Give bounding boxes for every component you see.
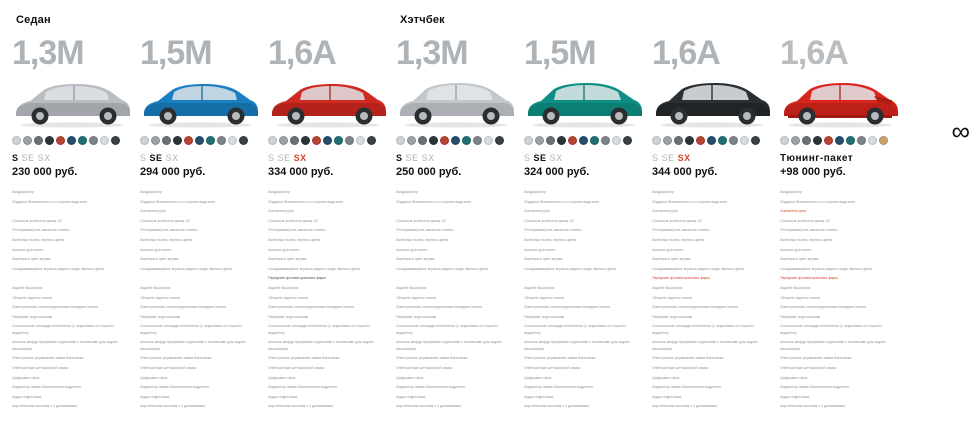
feature-item: Подушка безопасности со стороны водителя: [12, 199, 87, 204]
grade-s[interactable]: S: [140, 153, 147, 163]
color-swatch[interactable]: [557, 136, 566, 145]
color-swatch[interactable]: [407, 136, 416, 145]
feature-item: Стальные колёсные диски 14": [268, 218, 319, 223]
feature-item: Цифровые часы: [780, 375, 808, 380]
feature-item: Цифровые часы: [140, 375, 168, 380]
feature-item: Аудио подготовка: [652, 394, 682, 399]
price-label: 230 000 руб.: [12, 166, 78, 178]
feature-item: Стальные колёсные диски 14": [524, 218, 575, 223]
car-image: [10, 74, 134, 128]
feature-item: Аудио подготовка: [524, 394, 554, 399]
feature-item: Стальные колёсные диски 14": [140, 218, 191, 223]
feature-item: Подушка безопасности со стороны водителя: [140, 199, 215, 204]
feature-item: Аудио подготовка: [268, 394, 298, 399]
feature-item: Усилитель руля: [780, 209, 807, 214]
color-swatch[interactable]: [162, 136, 171, 145]
color-swatch[interactable]: [590, 136, 599, 145]
feature-item: Складывающиеся зеркала заднего вида чёрного цвета: [396, 266, 489, 271]
feature-item: Стальные колёсные диски 14": [780, 218, 831, 223]
color-swatch[interactable]: [623, 136, 632, 145]
grade-row: [652, 153, 774, 164]
feature-list: [140, 189, 258, 410]
feature-item: Обогрев заднего стекла: [140, 295, 181, 300]
section-title-hatchback: Хэтчбек: [400, 14, 445, 26]
feature-item: Колпаки для колес: [524, 247, 556, 252]
feature-item: Консоль между передними сиденьями с печатными для задних пассажиров: [12, 340, 118, 351]
feature-item: Передние противотуманные фары: [780, 276, 838, 281]
color-swatch[interactable]: [568, 136, 577, 145]
color-swatch[interactable]: [56, 136, 65, 145]
feature-item: Бамперы в цвет кузова: [780, 257, 819, 262]
color-swatch[interactable]: [217, 136, 226, 145]
feature-item: Электронный центральный замок: [268, 365, 325, 370]
color-swatches[interactable]: [396, 136, 518, 147]
color-swatch[interactable]: [524, 136, 533, 145]
feature-item: Бамперы в цвет кузова: [652, 257, 691, 262]
feature-item: Индикатор замка безопасности водителя: [652, 385, 721, 390]
feature-item: Задний брызговик: [268, 285, 299, 290]
feature-item: Консоль между передними сиденьями с печатными для задних пассажиров: [780, 340, 886, 351]
color-swatch[interactable]: [824, 136, 833, 145]
trim-engine-label: 1,6A: [652, 34, 720, 72]
feature-item: Колёсные болты чёрного цвета: [780, 237, 833, 242]
feature-item: Подушка безопасности со стороны водителя: [396, 199, 471, 204]
feature-item: Колпаки для колес: [652, 247, 684, 252]
color-swatch[interactable]: [268, 136, 277, 145]
trim-column-sedan-16a[interactable]: [266, 36, 394, 413]
feature-item: Электронная управления замка багажника: [780, 356, 852, 361]
color-swatch[interactable]: [396, 136, 405, 145]
color-swatch[interactable]: [418, 136, 427, 145]
color-swatch[interactable]: [535, 136, 544, 145]
feature-item: Стальные колёсные диски 14": [652, 218, 703, 223]
feature-item: Соотношение площади остекления (с зеркалами со стороны водителя): [268, 324, 370, 335]
feature-item: Соотношение площади остекления (с зеркалами со стороны водителя): [396, 324, 498, 335]
grade-row: [396, 153, 518, 164]
price-label: +98 000 руб.: [780, 166, 846, 178]
feature-item: Бамперы в цвет кузова: [140, 257, 179, 262]
feature-item: Акустическая система с 4 динамиками: [524, 404, 589, 409]
feature-item: Обогрев заднего стекла: [780, 295, 821, 300]
feature-item: Бамперы в цвет кузова: [396, 257, 435, 262]
feature-item: Обогрев заднего стекла: [524, 295, 565, 300]
grade-s[interactable]: S: [524, 153, 531, 163]
color-swatch[interactable]: [228, 136, 237, 145]
feature-item: Усилитель руля: [268, 209, 295, 214]
trim-column-hatch-13m[interactable]: [394, 36, 522, 413]
feature-item: Соотношение площади остекления (с зеркалами со стороны водителя): [780, 324, 882, 335]
feature-item: Цифровые часы: [524, 375, 552, 380]
color-swatch[interactable]: [685, 136, 694, 145]
feature-item: Полноразмерное запасное колесо: [268, 228, 326, 233]
color-swatch[interactable]: [100, 136, 109, 145]
feature-item: Полноразмерное запасное колесо: [396, 228, 454, 233]
color-swatch[interactable]: [546, 136, 555, 145]
grade-row: [268, 153, 390, 164]
grade-sx[interactable]: SX: [293, 153, 307, 163]
feature-item: Бамперы в цвет кузова: [524, 257, 563, 262]
feature-list: [396, 189, 514, 410]
feature-item: Задний брызговик: [140, 285, 171, 290]
color-swatch[interactable]: [868, 136, 877, 145]
color-swatch[interactable]: [857, 136, 866, 145]
color-swatch[interactable]: [729, 136, 738, 145]
color-swatch[interactable]: [290, 136, 299, 145]
color-swatch[interactable]: [34, 136, 43, 145]
car-image: [138, 74, 262, 128]
car-illustration: [522, 74, 646, 128]
feature-item: Колёсные болты чёрного цвета: [652, 237, 705, 242]
feature-item: Колёсные болты чёрного цвета: [268, 237, 321, 242]
color-swatch[interactable]: [495, 136, 504, 145]
feature-item: Цифровые часы: [268, 375, 296, 380]
color-swatch[interactable]: [356, 136, 365, 145]
feature-item: Электрическая стеклоподъемники передних стекол: [396, 305, 483, 310]
feature-item: Акустическая система с 4 динамиками: [652, 404, 717, 409]
trim-engine-label: 1,6A: [268, 34, 336, 72]
grade-row: [140, 153, 262, 164]
grade-s[interactable]: S: [268, 153, 275, 163]
color-swatch[interactable]: [780, 136, 789, 145]
feature-list: [12, 189, 130, 410]
feature-item: Складывающиеся зеркала заднего вида чёрного цвета: [652, 266, 745, 271]
color-swatch[interactable]: [111, 136, 120, 145]
feature-item: Аудио подготовка: [12, 394, 42, 399]
grade-s[interactable]: S: [12, 153, 19, 163]
feature-item: Консоль между передними сиденьями с печатными для задних пассажиров: [396, 340, 502, 351]
feature-item: Стальные колёсные диски 14": [12, 218, 63, 223]
feature-item: Электронная управления замка багажника: [524, 356, 596, 361]
feature-item: Электрическая стеклоподъемники передних стекол: [140, 305, 227, 310]
feature-item: Складывающиеся зеркала заднего вида чёрного цвета: [268, 266, 361, 271]
trim-engine-label: 1,5M: [140, 34, 212, 72]
color-swatches[interactable]: [268, 136, 390, 147]
color-swatch[interactable]: [473, 136, 482, 145]
grade-s[interactable]: S: [396, 153, 403, 163]
color-swatch[interactable]: [323, 136, 332, 145]
color-swatches[interactable]: [140, 136, 262, 147]
feature-item: Передние подголовники: [268, 314, 309, 319]
feature-item: Передние подголовники: [12, 314, 53, 319]
feature-item: Электронный центральный замок: [12, 365, 69, 370]
color-swatch[interactable]: [184, 136, 193, 145]
color-swatch[interactable]: [195, 136, 204, 145]
feature-item: Складывающиеся зеркала заднего вида чёрного цвета: [140, 266, 233, 271]
feature-item: Усилитель руля: [140, 209, 167, 214]
grade-sx[interactable]: SX: [549, 153, 563, 163]
color-swatch[interactable]: [484, 136, 493, 145]
grade-se[interactable]: SE: [533, 153, 547, 163]
feature-item: Цифровые часы: [396, 375, 424, 380]
color-swatch[interactable]: [579, 136, 588, 145]
feature-item: Электрическая стеклоподъемники передних стекол: [12, 305, 99, 310]
car-illustration: [266, 74, 390, 128]
color-swatches[interactable]: [12, 136, 134, 147]
price-label: 250 000 руб.: [396, 166, 462, 178]
feature-item: Кондиционер: [268, 190, 291, 194]
feature-item: Электронный центральный замок: [140, 365, 197, 370]
trim-engine-label: 1,3M: [396, 34, 468, 72]
trim-column-hatch-15m[interactable]: [522, 36, 650, 413]
color-swatch[interactable]: [206, 136, 215, 145]
grade-sx[interactable]: SX: [37, 153, 51, 163]
grade-sx[interactable]: SX: [165, 153, 179, 163]
car-image: [522, 74, 646, 128]
feature-item: Соотношение площади остекления (с зеркалами со стороны водителя): [12, 324, 114, 335]
feature-item: Акустическая система с 4 динамиками: [780, 404, 845, 409]
feature-item: Консоль между передними сиденьями с печатными для задних пассажиров: [652, 340, 758, 351]
feature-item: Колпаки для колес: [268, 247, 300, 252]
feature-item: Электронная управления замка багажника: [268, 356, 340, 361]
feature-item: Электронный центральный замок: [396, 365, 453, 370]
feature-item: Цифровые часы: [12, 375, 40, 380]
color-swatch[interactable]: [345, 136, 354, 145]
feature-item: Полноразмерное запасное колесо: [140, 228, 198, 233]
feature-item: Кондиционер: [780, 190, 803, 194]
feature-item: Полноразмерное запасное колесо: [780, 228, 838, 233]
color-swatch[interactable]: [751, 136, 760, 145]
feature-item: Индикатор замка безопасности водителя: [12, 385, 81, 390]
feature-item: Колёсные болты чёрного цвета: [140, 237, 193, 242]
trim-engine-label: 1,3M: [12, 34, 84, 72]
feature-item: Акустическая система с 4 динамиками: [12, 404, 77, 409]
feature-item: Акустическая система с 4 динамиками: [140, 404, 205, 409]
trim-column-sedan-13m[interactable]: [10, 36, 138, 413]
color-swatch[interactable]: [740, 136, 749, 145]
feature-item: Обогрев заднего стекла: [268, 295, 309, 300]
grade-se[interactable]: SE: [277, 153, 291, 163]
feature-item: Консоль между передними сиденьями с печатными для задних пассажиров: [268, 340, 374, 351]
price-label: 334 000 руб.: [268, 166, 334, 178]
feature-item: Соотношение площади остекления (с зеркалами со стороны водителя): [524, 324, 626, 335]
feature-item: Обогрев заднего стекла: [12, 295, 53, 300]
car-illustration: [10, 74, 134, 128]
feature-item: Консоль между передними сиденьями с печатными для задних пассажиров: [524, 340, 630, 351]
trim-engine-label: 1,5M: [524, 34, 596, 72]
feature-item: Колпаки для колес: [396, 247, 428, 252]
grade-se[interactable]: SE: [661, 153, 675, 163]
grade-row: [12, 153, 134, 164]
feature-list: [268, 189, 386, 410]
feature-item: Кондиционер: [140, 190, 163, 194]
feature-item: Подушка безопасности со стороны водителя: [652, 199, 727, 204]
price-label: 344 000 руб.: [652, 166, 718, 178]
feature-item: Электронная управления замка багажника: [396, 356, 468, 361]
trim-engine-label: 1,6A: [780, 34, 848, 72]
feature-item: Колёсные болты чёрного цвета: [396, 237, 449, 242]
color-swatch[interactable]: [367, 136, 376, 145]
color-swatch[interactable]: [802, 136, 811, 145]
color-swatch[interactable]: [707, 136, 716, 145]
feature-item: Электронный центральный замок: [652, 365, 709, 370]
feature-item: Индикатор замка безопасности водителя: [268, 385, 337, 390]
feature-item: Усилитель руля: [524, 209, 551, 214]
car-illustration: [778, 74, 902, 128]
car-image: [778, 74, 902, 128]
feature-list: [524, 189, 642, 410]
feature-item: Акустическая система с 4 динамиками: [268, 404, 333, 409]
feature-item: Задний брызговик: [652, 285, 683, 290]
car-illustration: [138, 74, 262, 128]
feature-item: Соотношение площади остекления (с зеркалами со стороны водителя): [652, 324, 754, 335]
feature-item: Электрическая стеклоподъемники передних стекол: [268, 305, 355, 310]
color-swatch[interactable]: [173, 136, 182, 145]
feature-item: Цифровые часы: [652, 375, 680, 380]
color-swatch[interactable]: [601, 136, 610, 145]
feature-item: Передние подголовники: [652, 314, 693, 319]
feature-list: [652, 189, 770, 410]
feature-item: Бамперы в цвет кузова: [12, 257, 51, 262]
color-swatch[interactable]: [239, 136, 248, 145]
color-swatch[interactable]: [612, 136, 621, 145]
feature-item: Передние противотуманные фары: [268, 276, 326, 281]
feature-item: Электронная управления замка багажника: [652, 356, 724, 361]
feature-item: Кондиционер: [396, 190, 419, 194]
color-swatch[interactable]: [89, 136, 98, 145]
feature-item: Электрическая стеклоподъемники передних стекол: [780, 305, 867, 310]
color-swatch[interactable]: [151, 136, 160, 145]
feature-item: Колпаки для колес: [12, 247, 44, 252]
car-image: [650, 74, 774, 128]
color-swatch[interactable]: [23, 136, 32, 145]
trim-columns: [10, 36, 970, 422]
color-swatch[interactable]: [451, 136, 460, 145]
color-swatch[interactable]: [879, 136, 888, 145]
feature-item: Консоль между передними сиденьями с печатными для задних пассажиров: [140, 340, 246, 351]
color-swatch[interactable]: [312, 136, 321, 145]
trim-column-sedan-15m[interactable]: [138, 36, 266, 413]
car-illustration: [650, 74, 774, 128]
feature-item: Индикатор замка безопасности водителя: [780, 385, 849, 390]
trim-column-tuning[interactable]: [778, 36, 906, 413]
feature-item: Колёсные болты чёрного цвета: [12, 237, 65, 242]
color-swatch[interactable]: [429, 136, 438, 145]
trim-column-hatch-16a[interactable]: [650, 36, 778, 413]
feature-item: Полноразмерное запасное колесо: [652, 228, 710, 233]
color-swatch[interactable]: [835, 136, 844, 145]
feature-item: Обогрев заднего стекла: [396, 295, 437, 300]
feature-item: Передние противотуманные фары: [652, 276, 710, 281]
color-swatch[interactable]: [140, 136, 149, 145]
feature-item: Соотношение площади остекления (с зеркалами со стороны водителя): [140, 324, 242, 335]
color-swatch[interactable]: [663, 136, 672, 145]
feature-item: Кондиционер: [524, 190, 547, 194]
feature-item: Передние подголовники: [524, 314, 565, 319]
feature-item: Задний брызговик: [780, 285, 811, 290]
color-swatch[interactable]: [279, 136, 288, 145]
color-swatch[interactable]: [67, 136, 76, 145]
color-swatch[interactable]: [301, 136, 310, 145]
color-swatch[interactable]: [652, 136, 661, 145]
feature-item: Стальные колёсные диски 14": [396, 218, 447, 223]
feature-item: Электронный центральный замок: [524, 365, 581, 370]
color-swatch[interactable]: [440, 136, 449, 145]
color-swatch[interactable]: [813, 136, 822, 145]
package-label: Тюнинг-пакет: [780, 153, 854, 164]
feature-item: Индикатор замка безопасности водителя: [140, 385, 209, 390]
color-swatches[interactable]: [524, 136, 646, 147]
feature-item: Складывающиеся зеркала заднего вида чёрного цвета: [524, 266, 617, 271]
color-swatches[interactable]: [780, 136, 902, 147]
feature-item: Задний брызговик: [524, 285, 555, 290]
feature-item: Колпаки для колес: [140, 247, 172, 252]
feature-item: Складывающиеся зеркала заднего вида чёрного цвета: [780, 266, 873, 271]
car-image: [266, 74, 390, 128]
grade-se[interactable]: SE: [149, 153, 163, 163]
color-swatch[interactable]: [696, 136, 705, 145]
feature-item: Передние подголовники: [140, 314, 181, 319]
grade-se[interactable]: SE: [405, 153, 419, 163]
feature-item: Полноразмерное запасное колесо: [12, 228, 70, 233]
color-swatch[interactable]: [334, 136, 343, 145]
feature-list: [780, 189, 898, 410]
feature-item: Электронная управления замка багажника: [12, 356, 84, 361]
feature-item: Электронный центральный замок: [780, 365, 837, 370]
feature-item: Усилитель руля: [652, 209, 679, 214]
feature-item: Передние подголовники: [780, 314, 821, 319]
car-illustration: [394, 74, 518, 128]
feature-item: Складывающиеся зеркала заднего вида чёрного цвета: [12, 266, 105, 271]
color-swatch[interactable]: [718, 136, 727, 145]
price-label: 324 000 руб.: [524, 166, 590, 178]
feature-item: Электронная управления замка багажника: [140, 356, 212, 361]
color-swatch[interactable]: [78, 136, 87, 145]
section-title-sedan: Седан: [16, 14, 51, 26]
feature-item: Передние подголовники: [396, 314, 437, 319]
price-label: 294 000 руб.: [140, 166, 206, 178]
feature-item: Электрическая стеклоподъемники передних стекол: [524, 305, 611, 310]
feature-item: Задний брызговик: [396, 285, 427, 290]
feature-item: Аудио подготовка: [396, 394, 426, 399]
grade-sx[interactable]: SX: [677, 153, 691, 163]
feature-item: Колпаки для колес: [780, 247, 812, 252]
feature-item: Подушка безопасности со стороны водителя: [524, 199, 599, 204]
feature-item: Колёсные болты чёрного цвета: [524, 237, 577, 242]
feature-item: Аудио подготовка: [140, 394, 170, 399]
grade-se[interactable]: SE: [21, 153, 35, 163]
color-swatch[interactable]: [12, 136, 21, 145]
feature-item: Индикатор замка безопасности водителя: [396, 385, 465, 390]
color-swatches[interactable]: [652, 136, 774, 147]
feature-item: Бамперы в цвет кузова: [268, 257, 307, 262]
feature-item: Электрическая стеклоподъемники передних стекол: [652, 305, 739, 310]
car-image: [394, 74, 518, 128]
grade-sx[interactable]: SX: [421, 153, 435, 163]
color-swatch[interactable]: [846, 136, 855, 145]
feature-item: Кондиционер: [12, 190, 35, 194]
feature-item: Подушка безопасности со стороны водителя: [268, 199, 343, 204]
color-swatch[interactable]: [674, 136, 683, 145]
feature-item: Аудио подготовка: [780, 394, 810, 399]
color-swatch[interactable]: [791, 136, 800, 145]
feature-item: Полноразмерное запасное колесо: [524, 228, 582, 233]
feature-item: Кондиционер: [652, 190, 675, 194]
feature-item: Индикатор замка безопасности водителя: [524, 385, 593, 390]
feature-item: Обогрев заднего стекла: [652, 295, 693, 300]
feature-item: Подушка безопасности со стороны водителя: [780, 199, 855, 204]
feature-item: Задний брызговик: [12, 285, 43, 290]
feature-item: Акустическая система с 4 динамиками: [396, 404, 461, 409]
color-swatch[interactable]: [462, 136, 471, 145]
grade-row: [524, 153, 646, 164]
color-swatch[interactable]: [45, 136, 54, 145]
grade-s[interactable]: S: [652, 153, 659, 163]
infinity-icon: ∞: [951, 116, 970, 146]
